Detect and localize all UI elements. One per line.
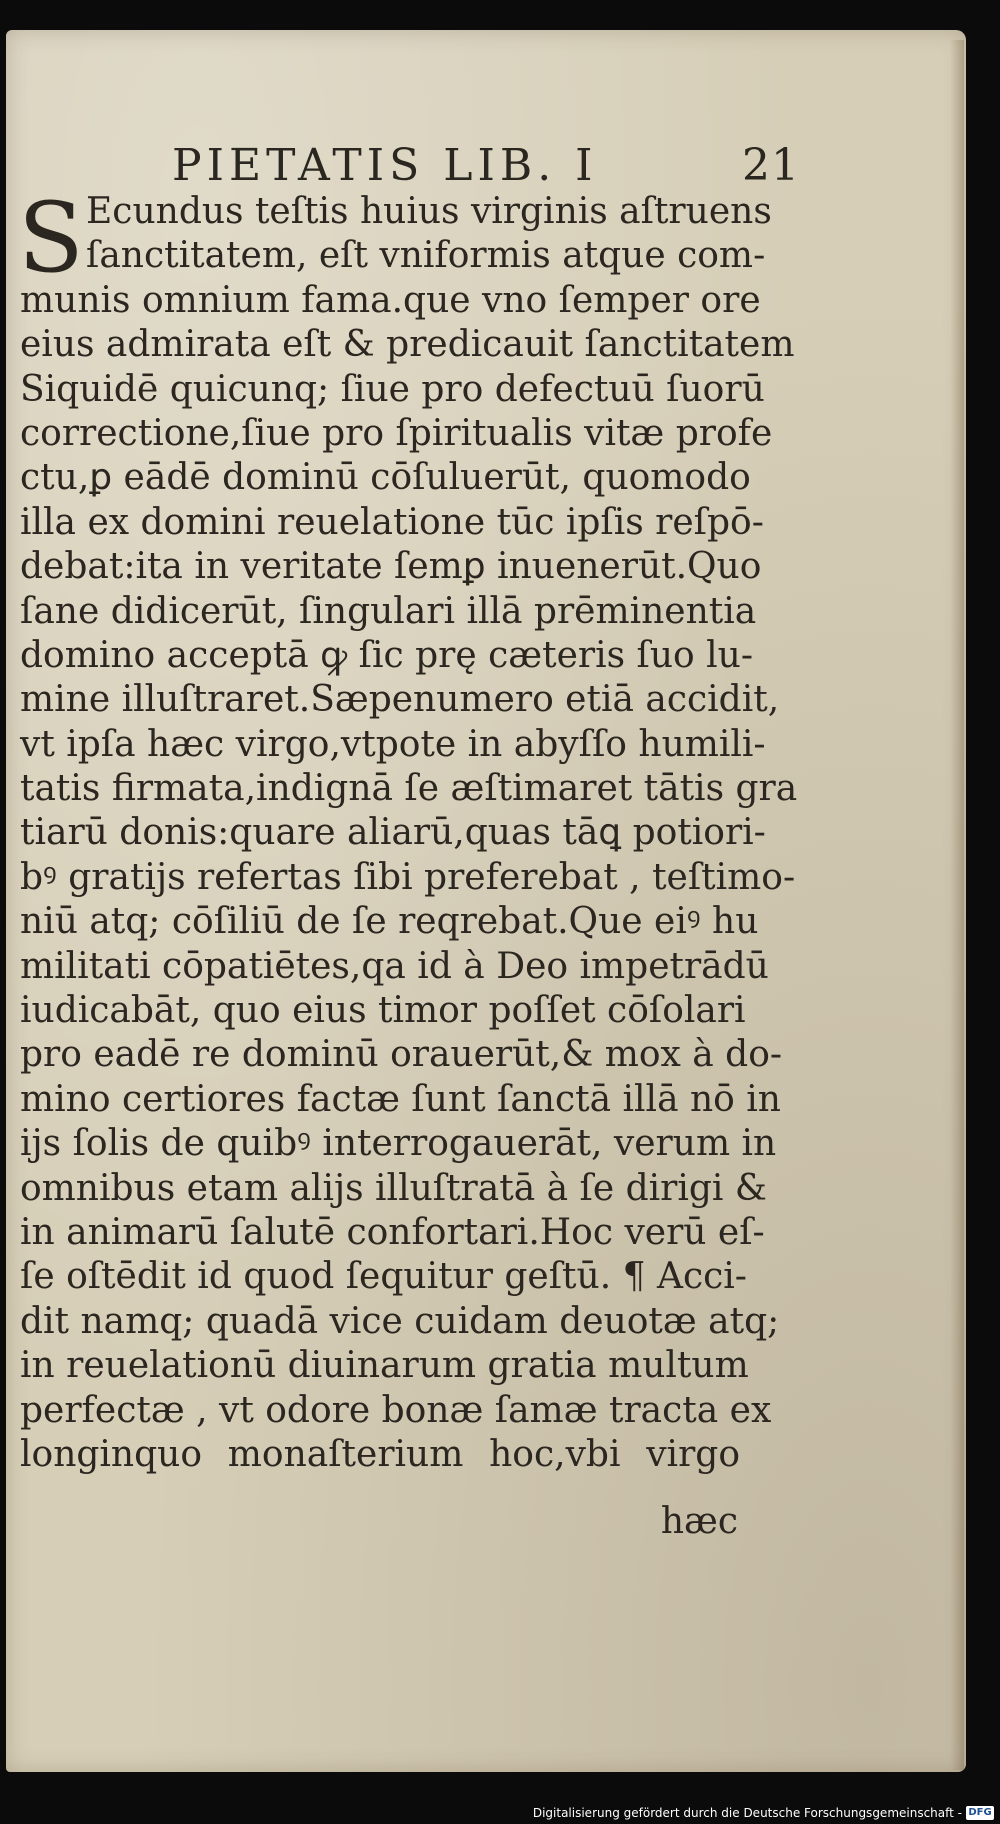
text-line: vt ipſa hæc virgo,vtpote in abyſſo humili- — [20, 723, 766, 765]
text-line: domino acceptā ꝙ ſic prę cæteris ſuo lu- — [20, 634, 754, 676]
text-line: longinquo monaſterium hoc,vbi virgo — [20, 1433, 740, 1475]
text-line: ſe oſtēdit id quod ſequitur geſtū. ¶ Acci- — [20, 1256, 747, 1298]
text-line: pro eadē re dominū orauerūt,& mox à do- — [20, 1034, 783, 1076]
page-header — [140, 140, 800, 190]
running-head: PIETATIS LIB. I — [172, 140, 598, 191]
text-line: tiarū donis:quare aliarū,quas tāꝗ potiori- — [20, 812, 766, 854]
text-line: militati cōpatiētes,qa id à Deo impetrādū — [20, 945, 769, 987]
text-line: munis omnium fama.que vno ſemper ore — [20, 279, 761, 321]
text-line: illa ex domini reuelatione tūc ipſis reſpō- — [20, 501, 764, 543]
text-line: niū atq; cōſiliū de ſe reqrebat.Que eiꝰ hu — [20, 901, 759, 943]
text-line: bꝰ gratijs refertas ſibi preferebat , teſtimo- — [20, 856, 796, 898]
text-line: debat:ita in veritate ſemꝑ inuenerūt.Quo — [20, 546, 762, 588]
text-line: eius admirata eſt & predicauit ſanctitatem — [20, 324, 795, 366]
dfg-logo-icon: DFG — [966, 1806, 994, 1820]
text-line: ſane didicerūt, ſingulari illā prēminentia — [20, 590, 757, 632]
drop-cap: S — [18, 182, 84, 294]
text-line: mine illuſtraret.Sæpenumero etiā accidit, — [20, 679, 780, 721]
body-text — [18, 182, 798, 1477]
text-line: dit namq; quadā vice cuidam deuotæ atq; — [20, 1300, 780, 1342]
page-edge-shadow — [950, 40, 964, 1770]
text-line: in animarū ſalutē confortari.Hoc verū eſ- — [20, 1211, 765, 1253]
text-line: Siquidē quicunq; ſiue pro defectuū ſuorū — [20, 368, 765, 410]
text-line: omnibus etam alijs illuſtratā à ſe dirigi & — [20, 1167, 767, 1209]
text-line: Ecundus teſtis huius virginis aſtruens — [86, 191, 772, 232]
text-line: correctione,ſiue pro ſpiritualis vitæ profe — [20, 412, 773, 454]
text-line: perfectæ , vt odore bonæ ſamæ tracta ex — [20, 1389, 772, 1431]
digitization-credit: Digitalisierung gefördert durch die Deutsche Forschungsgemeinschaft - — [532, 1806, 962, 1820]
text-line: ijs ſolis de quibꝰ interrogauerāt, verum in — [20, 1123, 777, 1165]
text-line: iudicabāt, quo eius timor poſſet cōſolari — [20, 990, 746, 1032]
catchword: hæc — [660, 1501, 738, 1542]
text-line: mino certiores factæ ſunt ſanctā illā nō in — [20, 1078, 781, 1120]
text-line: in reuelationū diuinarum gratia multum — [20, 1345, 749, 1387]
text-line: tatis firmata,indignā ſe æſtimaret tātis gra — [20, 768, 798, 810]
text-line: ſanctitatem, eſt vniformis atque com- — [86, 235, 766, 277]
page-number: 21 — [742, 140, 800, 191]
text-line: ctu,ꝑ eādē dominū cōſuluerūt, quomodo — [20, 457, 751, 499]
